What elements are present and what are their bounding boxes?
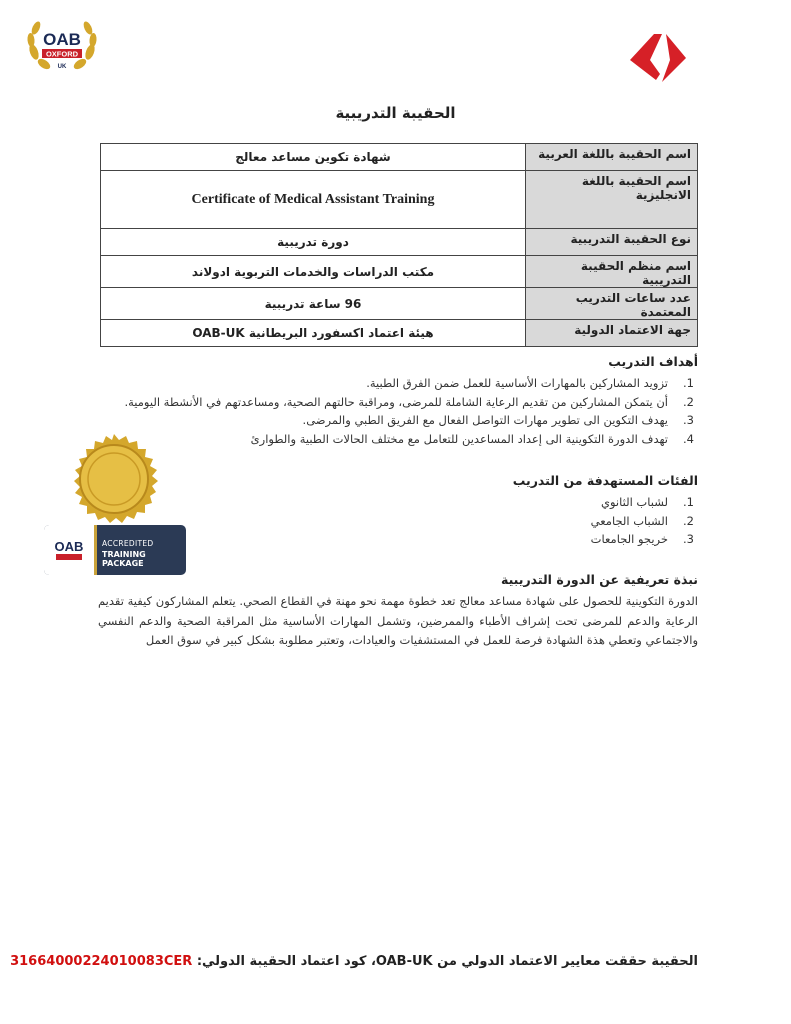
objectives-heading: أهداف التدريب (608, 354, 698, 369)
list-item (124, 430, 698, 449)
brand-logo (626, 30, 690, 84)
badge-line2: TRAINING PACKAGE (102, 550, 146, 568)
row-value: دورة تدريبية (101, 229, 526, 256)
list-item (591, 512, 698, 531)
oab-logo-uk: UK (57, 64, 67, 70)
row-value: شهادة تكوين مساعد معالج (101, 144, 526, 171)
row-label: عدد ساعات التدريب المعتمدة (526, 288, 698, 320)
table-row (101, 144, 698, 171)
intro-heading: نبذة تعريفية عن الدورة التدريبية (500, 572, 698, 587)
item-number: 3. (683, 532, 694, 546)
row-value: مكتب الدراسات والخدمات التربوية ادولاند (101, 256, 526, 288)
item-text: أن يتمكن المشاركين من تقديم الرعاية الشاملة للمرضى، ومراقبة حالتهم الصحية، ومساعدتهم في الأنشطة اليومية. (124, 394, 668, 409)
row-value: 96 ساعة تدريبية (101, 288, 526, 320)
item-text: خريجو الجامعات (590, 532, 668, 546)
item-text: تزويد المشاركين بالمهارات الأساسية للعمل ضمن الفرق الطبية. (366, 376, 668, 390)
table-row (101, 171, 698, 229)
footer-text: الحقيبة حققت معايير الاعتماد الدولي من OAB-UK، كود اعتماد الحقيبة الدولي: (192, 954, 698, 969)
badge-line1: ACCREDITED (102, 539, 154, 548)
list-item (124, 374, 698, 393)
table-row (101, 229, 698, 256)
intro-paragraph: الدورة التكوينية للحصول على شهادة مساعد معالج تعد خطوة مهمة نحو مهنة في القطاع الصحي. يتعلم المشاركون كيفية تقديم الرعاية والدعم للمرضى تحت إشراف الأطباء والممرضين، وتشمل المهارات الأساسية مثل المراقبة الصحية والدعم النفسي والاجتماعي وتعطي هذة الشهادة فرصة للعمل في المستشفيات والعيادات، وتعتبر مطلوبة بشكل كبير في سوق العمل (98, 594, 698, 647)
item-number: 4. (683, 431, 694, 446)
item-number: 2. (683, 394, 694, 409)
oab-logo-text: OAB (43, 30, 81, 49)
list-item (591, 493, 698, 512)
list-item (591, 530, 698, 549)
accredited-badge (44, 525, 186, 575)
row-label: جهة الاعتماد الدولية (526, 320, 698, 347)
audience-heading: الفئات المستهدفة من التدريب (512, 473, 698, 488)
item-number: 1. (683, 495, 694, 509)
accreditation-footer (10, 954, 698, 969)
svg-text:OAB: OAB (54, 539, 84, 554)
oab-logo-subtext: OXFORD (45, 49, 79, 59)
list-item (124, 393, 698, 412)
item-text: الشباب الجامعي (590, 513, 668, 528)
row-label: اسم منظم الحقيبة التدريبية (526, 256, 698, 288)
oab-oxford-logo (22, 12, 102, 78)
gold-seal-icon (66, 432, 162, 528)
package-info-table (100, 143, 698, 347)
row-label: اسم الحقيبة باللغة الانجليزية (526, 171, 698, 229)
row-value: هيئة اعتماد اكسفورد البريطانية OAB-UK (101, 320, 526, 347)
item-number: 2. (683, 513, 694, 528)
badge-logo-icon (44, 525, 97, 575)
table-row (101, 320, 698, 347)
item-text: لشباب الثانوي (600, 495, 668, 509)
item-number: 1. (683, 376, 694, 390)
row-label: اسم الحقيبة باللغة العربية (526, 144, 698, 171)
document-title: الحقيبة التدريبية (335, 104, 456, 122)
item-text: تهدف الدورة التكوينية الى إعداد المساعدين للتعامل مع مختلف الحالات الطبية والطوارئ (250, 431, 668, 446)
item-number: 3. (683, 413, 694, 427)
table-row (101, 288, 698, 320)
item-text: يهدف التكوين الى تطوير مهارات التواصل الفعال مع الفريق الطبي والمرضى. (302, 413, 668, 427)
objectives-list (124, 374, 698, 448)
table-row (101, 256, 698, 288)
audience-list (591, 493, 698, 549)
list-item (124, 411, 698, 430)
row-label: نوع الحقيبة التدريبية (526, 229, 698, 256)
row-value: Certificate of Medical Assistant Training (101, 171, 526, 229)
accreditation-code: 31664000224010083CER (10, 954, 193, 969)
